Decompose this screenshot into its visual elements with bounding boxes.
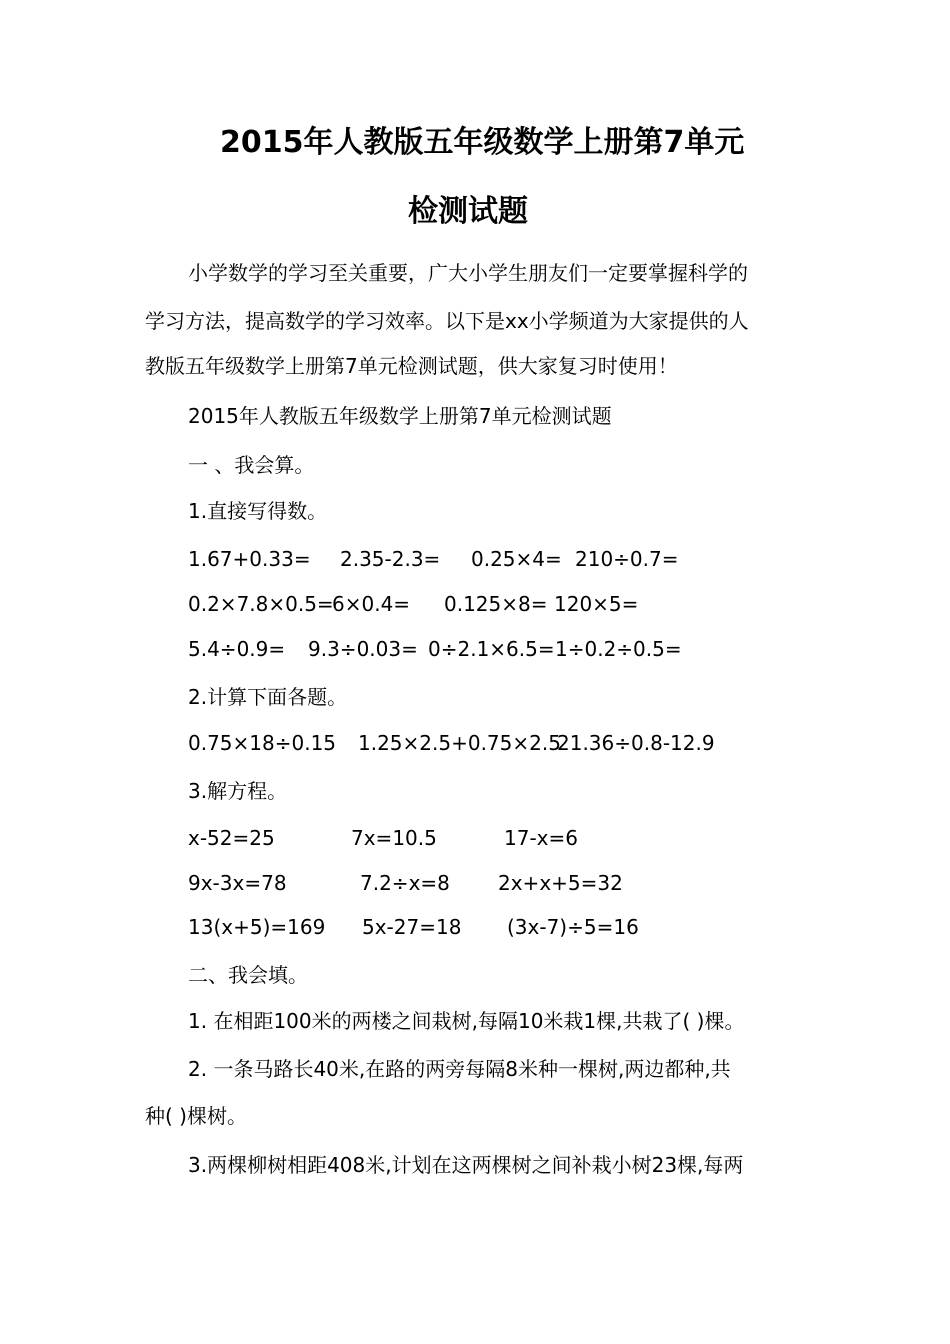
calc-item: 0.25×4= (471, 547, 562, 571)
equation-item: 7.2÷x=8 (360, 871, 450, 895)
question-3-label: 3.解方程。 (188, 779, 288, 803)
equation-item: 9x-3x=78 (188, 871, 287, 895)
equation-item: 17-x=6 (504, 826, 578, 850)
fill-question-2-line-1: 2. 一条马路长40米,在路的两旁每隔8米种一棵树,两边都种,共 (188, 1057, 731, 1081)
equation-item: (3x-7)÷5=16 (507, 915, 639, 939)
calc-item: 5.4÷0.9= (188, 637, 286, 661)
compute-item: 21.36÷0.8-12.9 (557, 731, 715, 755)
fill-question-3-line-1: 3.两棵柳树相距408米,计划在这两棵树之间补栽小树23棵,每两 (188, 1153, 744, 1177)
intro-line-2: 学习方法，提高数学的学习效率。以下是xx小学频道为大家提供的人 (145, 309, 749, 333)
calc-item: 0.2×7.8×0.5= (188, 592, 334, 616)
document-title-line-2: 检测试题 (408, 194, 528, 229)
equation-item: 5x-27=18 (362, 915, 462, 939)
equation-item: x-52=25 (188, 826, 275, 850)
compute-item: 0.75×18÷0.15 (188, 731, 337, 755)
question-1-label: 1.直接写得数。 (188, 499, 328, 523)
calc-item: 0÷2.1×6.5= (428, 637, 555, 661)
calc-item: 120×5= (554, 592, 639, 616)
equation-item: 7x=10.5 (351, 826, 437, 850)
calc-item: 210÷0.7= (575, 547, 679, 571)
intro-line-1: 小学数学的学习至关重要，广大小学生朋友们一定要掌握科学的 (188, 261, 748, 285)
calc-item: 9.3÷0.03= (308, 637, 418, 661)
calc-item: 6×0.4= (332, 592, 411, 616)
compute-item: 1.25×2.5+0.75×2.5 (358, 731, 561, 755)
intro-line-3: 教版五年级数学上册第7单元检测试题，供大家复习时使用！ (145, 354, 678, 378)
calc-item: 1.67+0.33= (188, 547, 311, 571)
calc-item: 2.35-2.3= (340, 547, 441, 571)
subtitle: 2015年人教版五年级数学上册第7单元检测试题 (188, 404, 612, 428)
document-title-line-1: 2015年人教版五年级数学上册第7单元 (220, 125, 745, 160)
equation-item: 13(x+5)=169 (188, 915, 326, 939)
section-1-heading: 一 、我会算。 (188, 453, 315, 477)
fill-question-1: 1. 在相距100米的两楼之间栽树,每隔10米栽1棵,共栽了( )棵。 (188, 1009, 745, 1033)
fill-question-2-line-2: 种( )棵树。 (145, 1104, 247, 1128)
equation-item: 2x+x+5=32 (498, 871, 623, 895)
calc-item: 0.125×8= (444, 592, 548, 616)
calc-item: 1÷0.2÷0.5= (555, 637, 682, 661)
section-2-heading: 二、我会填。 (188, 963, 308, 987)
question-2-label: 2.计算下面各题。 (188, 685, 348, 709)
